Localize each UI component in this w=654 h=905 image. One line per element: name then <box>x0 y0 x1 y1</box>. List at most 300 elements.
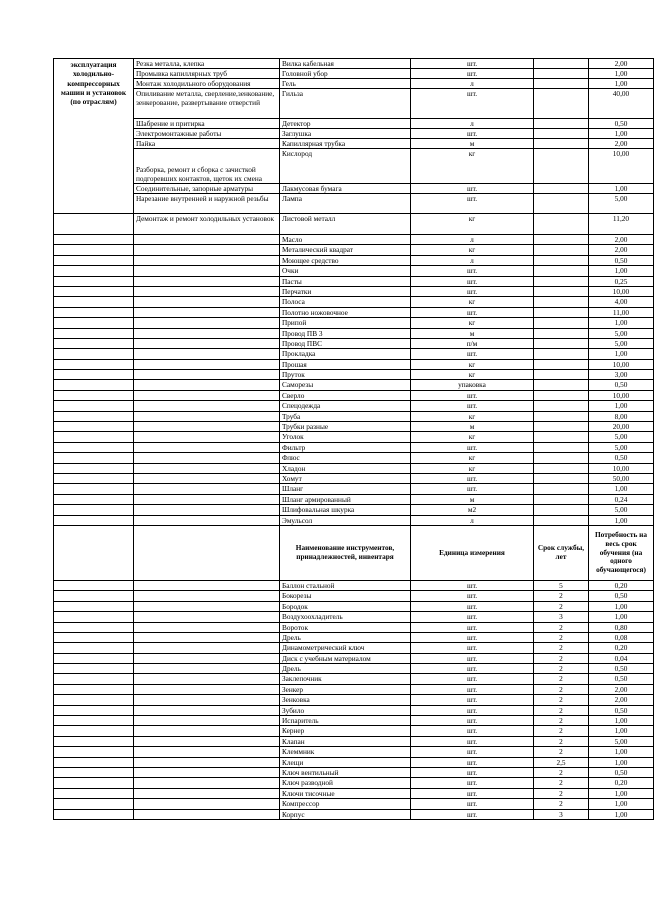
blank-cell <box>54 601 134 611</box>
blank-cell <box>134 778 280 788</box>
blank-cell <box>54 390 134 400</box>
blank-cell <box>54 286 134 296</box>
material-qty: 0,24 <box>589 494 654 504</box>
blank-cell <box>134 442 280 452</box>
material-name: Полотно ножовочное <box>280 307 411 317</box>
blank-cell <box>54 726 134 736</box>
tool-unit: шт. <box>411 767 534 777</box>
tool-qty: 1,00 <box>589 747 654 757</box>
table-row <box>54 463 654 473</box>
tool-qty: 0,20 <box>589 643 654 653</box>
tool-unit: шт. <box>411 632 534 642</box>
tool-name: Воздухоохладитель <box>280 612 411 622</box>
tool-name: Бокорезы <box>280 591 411 601</box>
tool-unit: шт. <box>411 612 534 622</box>
material-qty: 3,00 <box>589 370 654 380</box>
blank-cell <box>54 515 134 525</box>
blank-cell <box>54 422 134 432</box>
table-row <box>54 684 654 694</box>
material-qty: 1,00 <box>589 349 654 359</box>
blank-cell <box>54 307 134 317</box>
blank-cell <box>134 432 280 442</box>
table-row <box>54 338 654 348</box>
blank-cell <box>534 318 589 328</box>
table-row <box>54 390 654 400</box>
blank-cell <box>54 276 134 286</box>
material-qty: 10,00 <box>589 390 654 400</box>
table-row <box>54 643 654 653</box>
work-description: Нарезание внутренней и наружной резьбы <box>134 194 280 214</box>
tool-name: Кернер <box>280 726 411 736</box>
tool-life: 2 <box>534 664 589 674</box>
table-row <box>54 515 654 525</box>
blank-cell <box>54 370 134 380</box>
tool-name: Дрель <box>280 632 411 642</box>
tool-qty: 1,00 <box>589 716 654 726</box>
material-unit: кг <box>411 318 534 328</box>
material-unit: шт. <box>411 390 534 400</box>
blank-cell <box>134 411 280 421</box>
tool-qty: 0,50 <box>589 674 654 684</box>
tool-qty: 1,00 <box>589 799 654 809</box>
header-unit: Единица измерения <box>411 525 534 580</box>
tool-qty: 0,04 <box>589 653 654 663</box>
blank-cell <box>134 643 280 653</box>
header-need: Потребность на весь срок обучения (на одного обучающегося) <box>589 525 654 580</box>
material-name: Заглушка <box>280 129 411 139</box>
blank-cell <box>134 307 280 317</box>
blank-cell <box>134 245 280 255</box>
blank-cell <box>54 235 134 245</box>
material-unit: шт. <box>411 194 534 214</box>
blank-cell <box>134 494 280 504</box>
blank-cell <box>534 149 589 184</box>
blank-cell <box>534 494 589 504</box>
blank-cell <box>134 716 280 726</box>
table-row <box>54 632 654 642</box>
table-row <box>54 767 654 777</box>
tool-name: Компрессор <box>280 799 411 809</box>
table-row <box>54 809 654 819</box>
tool-qty: 0,20 <box>589 580 654 590</box>
table-row <box>54 601 654 611</box>
material-name: Лампа <box>280 194 411 214</box>
tool-qty: 2,00 <box>589 684 654 694</box>
blank-cell <box>134 297 280 307</box>
table-row <box>54 757 654 767</box>
blank-cell <box>54 338 134 348</box>
material-unit: л <box>411 235 534 245</box>
tool-name: Бородок <box>280 601 411 611</box>
table-row <box>54 432 654 442</box>
material-unit: шт. <box>411 307 534 317</box>
material-name: Пруток <box>280 370 411 380</box>
material-qty: 1,00 <box>589 266 654 276</box>
material-name: Флюс <box>280 453 411 463</box>
blank-cell <box>534 432 589 442</box>
tool-unit: шт. <box>411 799 534 809</box>
material-name: Провод ПВ 3 <box>280 328 411 338</box>
material-qty: 2,00 <box>589 59 654 69</box>
tool-life: 2 <box>534 799 589 809</box>
table-row <box>54 505 654 515</box>
material-name: Полоса <box>280 297 411 307</box>
material-unit: шт. <box>411 129 534 139</box>
table-row <box>54 194 654 214</box>
table-row <box>54 705 654 715</box>
tool-unit: шт. <box>411 684 534 694</box>
tool-life: 2 <box>534 674 589 684</box>
work-description: Электромонтажные работы <box>134 129 280 139</box>
blank-cell <box>54 716 134 726</box>
blank-cell <box>134 515 280 525</box>
blank-cell <box>54 653 134 663</box>
table-row <box>54 359 654 369</box>
work-description: Соединительные, запорные арматуры <box>134 184 280 194</box>
material-qty: 0,25 <box>589 276 654 286</box>
table-row <box>54 380 654 390</box>
material-qty: 2,00 <box>589 139 654 149</box>
material-qty: 1,00 <box>589 79 654 89</box>
material-qty: 10,00 <box>589 286 654 296</box>
table-row <box>54 129 654 139</box>
blank-cell <box>134 788 280 798</box>
blank-cell <box>54 349 134 359</box>
material-unit: шт. <box>411 266 534 276</box>
material-name: Прокладка <box>280 349 411 359</box>
material-qty: 1,00 <box>589 318 654 328</box>
table-row <box>54 328 654 338</box>
blank-cell <box>54 799 134 809</box>
material-unit: кг <box>411 463 534 473</box>
tool-name: Вороток <box>280 622 411 632</box>
tool-qty: 0,50 <box>589 705 654 715</box>
blank-cell <box>534 129 589 139</box>
table-row <box>54 370 654 380</box>
tool-qty: 0,08 <box>589 632 654 642</box>
table-body <box>54 59 654 820</box>
blank-cell <box>134 359 280 369</box>
material-qty: 1,00 <box>589 69 654 79</box>
blank-cell <box>134 505 280 515</box>
tool-life: 2 <box>534 788 589 798</box>
blank-cell <box>54 643 134 653</box>
blank-cell <box>54 442 134 452</box>
blank-cell <box>54 380 134 390</box>
blank-cell <box>534 505 589 515</box>
material-unit: л <box>411 255 534 265</box>
blank-cell <box>54 318 134 328</box>
tool-name: Ключ разводной <box>280 778 411 788</box>
material-name: Саморезы <box>280 380 411 390</box>
blank-cell <box>134 286 280 296</box>
blank-cell <box>534 328 589 338</box>
material-name: Масло <box>280 235 411 245</box>
blank-cell <box>534 453 589 463</box>
table-row <box>54 119 654 129</box>
blank-cell <box>134 390 280 400</box>
table-row <box>54 318 654 328</box>
table-row <box>54 139 654 149</box>
table-row <box>54 255 654 265</box>
tool-name: Заклепочник <box>280 674 411 684</box>
material-name: Припой <box>280 318 411 328</box>
work-description: Демонтаж и ремонт холодильных установок <box>134 214 280 235</box>
blank-cell <box>54 266 134 276</box>
material-unit: кг <box>411 214 534 235</box>
blank-cell <box>54 705 134 715</box>
material-unit: шт. <box>411 69 534 79</box>
material-qty: 11,00 <box>589 307 654 317</box>
blank-cell <box>134 401 280 411</box>
blank-cell <box>54 684 134 694</box>
tool-unit: шт. <box>411 674 534 684</box>
blank-cell <box>54 736 134 746</box>
material-name: Гильза <box>280 89 411 119</box>
tool-qty: 1,00 <box>589 809 654 819</box>
blank-cell <box>54 674 134 684</box>
material-name: Трубки разные <box>280 422 411 432</box>
tool-life: 3 <box>534 809 589 819</box>
tool-unit: шт. <box>411 747 534 757</box>
blank-cell <box>134 235 280 245</box>
tool-name: Клещи <box>280 757 411 767</box>
blank-cell <box>534 276 589 286</box>
material-qty: 5,00 <box>589 338 654 348</box>
blank-cell <box>54 580 134 590</box>
blank-cell <box>54 473 134 483</box>
blank-cell <box>54 214 134 235</box>
tool-unit: шт. <box>411 809 534 819</box>
blank-cell <box>534 349 589 359</box>
table-row <box>54 726 654 736</box>
tool-life: 3 <box>534 612 589 622</box>
tool-qty: 0,50 <box>589 767 654 777</box>
blank-cell <box>134 370 280 380</box>
material-unit: упаковка <box>411 380 534 390</box>
section-title: эксплуатация холодильно-компрессорных машин и установок (по отраслям) <box>54 59 134 214</box>
tool-life: 2 <box>534 643 589 653</box>
material-name: Металический квадрат <box>280 245 411 255</box>
header-life: Срок службы, лет <box>534 525 589 580</box>
blank-cell <box>54 778 134 788</box>
blank-cell <box>54 622 134 632</box>
material-unit: м <box>411 422 534 432</box>
blank-cell <box>134 601 280 611</box>
table-row <box>54 297 654 307</box>
tool-name: Ключ вентильный <box>280 767 411 777</box>
table-row <box>54 612 654 622</box>
blank-cell <box>534 359 589 369</box>
tool-life: 5 <box>534 580 589 590</box>
material-name: Очки <box>280 266 411 276</box>
blank-cell <box>134 695 280 705</box>
material-qty: 2,00 <box>589 245 654 255</box>
blank-cell <box>534 370 589 380</box>
material-unit: кг <box>411 245 534 255</box>
tool-name: Дрель <box>280 664 411 674</box>
material-name: Фильтр <box>280 442 411 452</box>
blank-cell <box>134 580 280 590</box>
tool-unit: шт. <box>411 591 534 601</box>
material-unit: кг <box>411 149 534 184</box>
blank-cell <box>534 338 589 348</box>
blank-cell <box>534 184 589 194</box>
materials-table <box>53 58 654 820</box>
blank-cell <box>134 255 280 265</box>
table-row <box>54 266 654 276</box>
tool-name: Клапан <box>280 736 411 746</box>
tool-life: 2 <box>534 726 589 736</box>
blank-cell <box>534 515 589 525</box>
material-unit: кг <box>411 411 534 421</box>
blank-cell <box>534 484 589 494</box>
tool-life: 2 <box>534 622 589 632</box>
tool-qty: 0,50 <box>589 664 654 674</box>
material-unit: л <box>411 515 534 525</box>
material-unit: шт. <box>411 401 534 411</box>
blank-cell <box>54 747 134 757</box>
blank-cell <box>134 422 280 432</box>
table-row <box>54 245 654 255</box>
table-row <box>54 276 654 286</box>
blank-cell <box>534 411 589 421</box>
table-row <box>54 349 654 359</box>
blank-cell <box>534 463 589 473</box>
blank-cell <box>134 318 280 328</box>
blank-cell <box>134 747 280 757</box>
table-row <box>54 422 654 432</box>
blank-cell <box>54 328 134 338</box>
blank-cell <box>54 255 134 265</box>
blank-cell <box>54 788 134 798</box>
table-row <box>54 411 654 421</box>
blank-cell <box>134 328 280 338</box>
tool-unit: шт. <box>411 653 534 663</box>
material-qty: 4,00 <box>589 297 654 307</box>
blank-cell <box>534 194 589 214</box>
blank-cell <box>134 453 280 463</box>
blank-cell <box>534 442 589 452</box>
material-name: Шлифовальная шкурка <box>280 505 411 515</box>
tool-unit: шт. <box>411 757 534 767</box>
blank-cell <box>134 726 280 736</box>
tool-unit: шт. <box>411 788 534 798</box>
table-row <box>54 695 654 705</box>
blank-cell <box>534 245 589 255</box>
table-row <box>54 79 654 89</box>
material-name: Листовой металл <box>280 214 411 235</box>
blank-cell <box>134 757 280 767</box>
blank-cell <box>134 591 280 601</box>
table-row <box>54 69 654 79</box>
tool-unit: шт. <box>411 705 534 715</box>
work-description: Пайка <box>134 139 280 149</box>
material-unit: кг <box>411 359 534 369</box>
table-row <box>54 494 654 504</box>
tool-name: Испаритель <box>280 716 411 726</box>
blank-cell <box>54 494 134 504</box>
material-qty: 10,00 <box>589 149 654 184</box>
tool-unit: шт. <box>411 716 534 726</box>
blank-cell <box>534 59 589 69</box>
material-name: Хомут <box>280 473 411 483</box>
material-qty: 5,00 <box>589 442 654 452</box>
table-row <box>54 747 654 757</box>
blank-cell <box>134 612 280 622</box>
material-qty: 1,00 <box>589 484 654 494</box>
blank-cell <box>54 401 134 411</box>
header-tool-name: Наименование инструментов, принадлежностей, инвентаря <box>280 525 411 580</box>
material-unit: шт. <box>411 276 534 286</box>
tool-name: Динамометрический ключ <box>280 643 411 653</box>
material-name: Вилка кабельная <box>280 59 411 69</box>
blank-cell <box>134 622 280 632</box>
work-description: Промывка капиллярных труб <box>134 69 280 79</box>
blank-cell <box>134 266 280 276</box>
material-qty: 2,00 <box>589 235 654 245</box>
material-unit: шт. <box>411 349 534 359</box>
table-row <box>54 736 654 746</box>
blank-cell <box>534 69 589 79</box>
blank-cell <box>134 653 280 663</box>
material-unit: м <box>411 139 534 149</box>
blank-cell <box>54 432 134 442</box>
material-name: Шланг армированный <box>280 494 411 504</box>
tool-qty: 1,00 <box>589 612 654 622</box>
tool-name: Баллон стальной <box>280 580 411 590</box>
blank-cell <box>134 380 280 390</box>
tool-qty: 0,20 <box>589 778 654 788</box>
blank-cell <box>534 89 589 119</box>
material-qty: 40,00 <box>589 89 654 119</box>
tool-qty: 0,50 <box>589 591 654 601</box>
blank-cell <box>534 390 589 400</box>
tool-life: 2 <box>534 716 589 726</box>
tool-unit: шт. <box>411 601 534 611</box>
table-row <box>54 484 654 494</box>
tool-life: 2 <box>534 767 589 777</box>
blank-cell <box>54 757 134 767</box>
material-unit: шт. <box>411 442 534 452</box>
blank-cell <box>534 380 589 390</box>
material-qty: 5,00 <box>589 505 654 515</box>
blank-cell <box>54 612 134 622</box>
material-name: Труба <box>280 411 411 421</box>
table-row <box>54 580 654 590</box>
work-description: Разборка, ремонт и сборка с зачисткой подгоревших контактов, щеток их смена <box>134 149 280 184</box>
blank-cell <box>134 705 280 715</box>
material-qty: 1,00 <box>589 184 654 194</box>
blank-cell <box>134 736 280 746</box>
blank-cell <box>54 453 134 463</box>
table-row <box>54 89 654 119</box>
blank-cell <box>534 139 589 149</box>
blank-cell <box>54 484 134 494</box>
blank-cell <box>134 809 280 819</box>
tool-name: Клеммник <box>280 747 411 757</box>
material-name: Перчатки <box>280 286 411 296</box>
table-row <box>54 235 654 245</box>
tool-qty: 2,00 <box>589 695 654 705</box>
material-unit: шт. <box>411 89 534 119</box>
material-unit: шт. <box>411 484 534 494</box>
tool-life: 2 <box>534 736 589 746</box>
tool-unit: шт. <box>411 736 534 746</box>
material-qty: 1,00 <box>589 129 654 139</box>
tool-qty: 5,00 <box>589 736 654 746</box>
blank-cell <box>134 767 280 777</box>
